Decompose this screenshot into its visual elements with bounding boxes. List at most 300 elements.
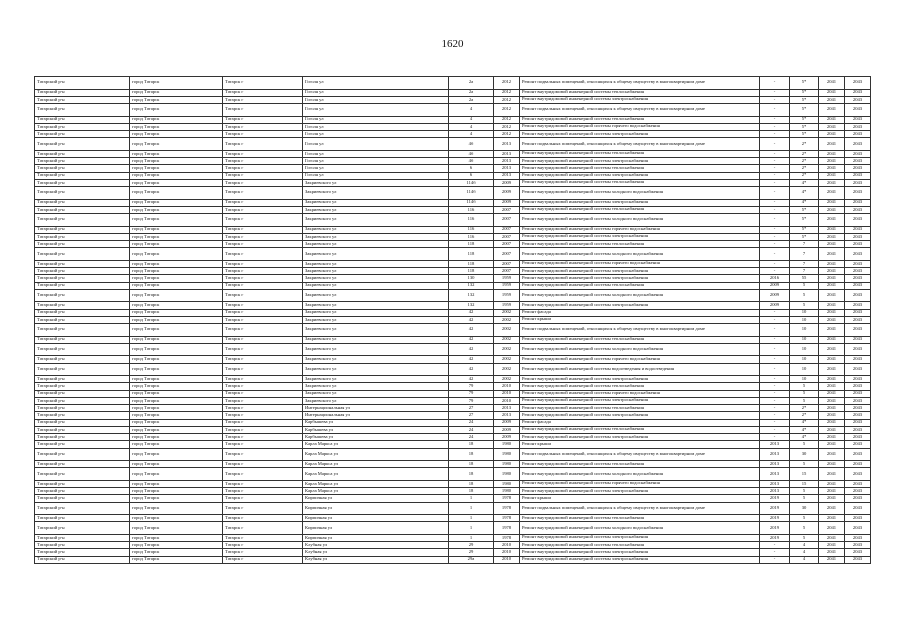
cell-plan-end: 2043 (845, 172, 871, 179)
table-row (35, 179, 871, 186)
cell-plan-start: 2041 (819, 336, 845, 343)
cell-house: 132 (449, 302, 494, 309)
cell-plan-start: 2041 (819, 356, 845, 363)
cell-street: Закриевского ул (303, 316, 449, 323)
cell-street: Карла Маркса ул (303, 480, 449, 487)
cell-plan-start: 2041 (819, 534, 845, 541)
cell-work-type: Ремонт внутридомовой инженерной системы теплоснабжения (520, 383, 760, 390)
cell-last-repair: - (760, 123, 790, 130)
cell-work-type: Ремонт внутридомовой инженерной системы горячего водоснабжения (520, 226, 760, 233)
cell-street: Гоголя ул (303, 172, 449, 179)
cell-last-repair: - (760, 556, 790, 563)
table-row (35, 419, 871, 426)
cell-district: Татарский р-н (35, 397, 130, 404)
table-row (35, 289, 871, 302)
cell-house: 114б (449, 179, 494, 186)
cell-plan-start: 2041 (819, 363, 845, 376)
cell-city: Татарск г (223, 77, 303, 90)
cell-term: 5* (790, 89, 819, 96)
cell-last-repair: - (760, 165, 790, 172)
cell-district: Татарский р-н (35, 468, 130, 481)
cell-municipality: город Татарск (130, 96, 223, 103)
cell-district: Татарский р-н (35, 116, 130, 123)
cell-work-type: Ремонт внутридомовой инженерной системы теплоснабжения (520, 206, 760, 213)
cell-plan-end: 2043 (845, 405, 871, 412)
table-row (35, 434, 871, 441)
cell-street: Гоголя ул (303, 165, 449, 172)
cell-plan-end: 2043 (845, 233, 871, 240)
cell-plan-start: 2041 (819, 412, 845, 419)
cell-plan-start: 2041 (819, 206, 845, 213)
cell-street: Клубная ул (303, 542, 449, 549)
cell-last-repair: - (760, 376, 790, 383)
cell-work-type: Ремонт внутридомовой инженерной системы холодного водоснабжения (520, 214, 760, 227)
cell-work-type: Ремонт внутридомовой инженерной системы электроснабжения (520, 376, 760, 383)
cell-last-repair: - (760, 214, 790, 227)
cell-work-type: Ремонт внутридомовой инженерной системы электроснабжения (520, 131, 760, 138)
table-row (35, 480, 871, 487)
cell-work-type: Ремонт внутридомовой инженерной системы теплоснабжения (520, 426, 760, 433)
cell-street: Кирпичная ул (303, 522, 449, 535)
cell-term: 4 (790, 542, 819, 549)
table-row (35, 316, 871, 323)
cell-municipality: город Татарск (130, 77, 223, 90)
cell-year-built: 2013 (494, 165, 520, 172)
table-row (35, 116, 871, 123)
cell-street: Карла Маркса ул (303, 461, 449, 468)
cell-work-type: Ремонт внутридомовой инженерной системы электроснабжения (520, 302, 760, 309)
table-row (35, 336, 871, 343)
cell-municipality: город Татарск (130, 397, 223, 404)
cell-last-repair: - (760, 397, 790, 404)
table-row (35, 241, 871, 248)
table-row (35, 214, 871, 227)
cell-municipality: город Татарск (130, 448, 223, 461)
cell-district: Татарский р-н (35, 104, 130, 117)
cell-plan-start: 2041 (819, 324, 845, 337)
cell-year-built: 2002 (494, 336, 520, 343)
cell-plan-start: 2041 (819, 241, 845, 248)
cell-work-type: Ремонт внутридомовой инженерной системы теплоснабжения (520, 405, 760, 412)
cell-plan-end: 2043 (845, 275, 871, 282)
cell-city: Татарск г (223, 356, 303, 363)
cell-last-repair: 2019 (760, 534, 790, 541)
cell-house: 116 (449, 233, 494, 240)
cell-city: Татарск г (223, 131, 303, 138)
cell-street: Закриевского ул (303, 324, 449, 337)
cell-plan-end: 2043 (845, 165, 871, 172)
cell-last-repair: - (760, 405, 790, 412)
cell-plan-end: 2043 (845, 343, 871, 356)
cell-district: Татарский р-н (35, 441, 130, 448)
cell-house: 4б (449, 138, 494, 151)
cell-house: 1 (449, 495, 494, 502)
cell-year-built: 2013 (494, 150, 520, 157)
cell-municipality: город Татарск (130, 131, 223, 138)
cell-district: Татарский р-н (35, 515, 130, 522)
cell-plan-start: 2041 (819, 480, 845, 487)
cell-house: 18 (449, 488, 494, 495)
cell-district: Татарский р-н (35, 316, 130, 323)
cell-plan-end: 2043 (845, 260, 871, 267)
cell-street: Гоголя ул (303, 89, 449, 96)
cell-district: Татарский р-н (35, 89, 130, 96)
cell-plan-start: 2041 (819, 233, 845, 240)
table-row (35, 89, 871, 96)
cell-work-type: Ремонт крыши (520, 316, 760, 323)
cell-plan-end: 2043 (845, 248, 871, 261)
cell-work-type: Ремонт внутридомовой инженерной системы холодного водоснабжения (520, 187, 760, 200)
cell-last-repair: - (760, 226, 790, 233)
cell-plan-end: 2043 (845, 179, 871, 186)
cell-work-type: Ремонт внутридомовой инженерной системы горячего водоснабжения (520, 123, 760, 130)
cell-plan-start: 2041 (819, 316, 845, 323)
cell-street: Закриевского ул (303, 241, 449, 248)
cell-house: 118 (449, 260, 494, 267)
cell-plan-end: 2043 (845, 104, 871, 117)
cell-term: 5 (790, 441, 819, 448)
cell-year-built: 2013 (494, 412, 520, 419)
cell-house: 4б (449, 150, 494, 157)
cell-street: Карла Маркса ул (303, 441, 449, 448)
table-row (35, 488, 871, 495)
cell-street: Закриевского ул (303, 187, 449, 200)
cell-street: Гоголя ул (303, 96, 449, 103)
cell-district: Татарский р-н (35, 165, 130, 172)
cell-year-built: 1959 (494, 282, 520, 289)
cell-district: Татарский р-н (35, 488, 130, 495)
cell-term: 4* (790, 199, 819, 206)
cell-district: Татарский р-н (35, 448, 130, 461)
cell-district: Татарский р-н (35, 275, 130, 282)
cell-plan-start: 2041 (819, 405, 845, 412)
cell-plan-end: 2043 (845, 383, 871, 390)
cell-street: Закриевского ул (303, 260, 449, 267)
cell-street: Гоголя ул (303, 131, 449, 138)
cell-plan-end: 2043 (845, 488, 871, 495)
page-number: 1620 (441, 38, 464, 50)
cell-municipality: город Татарск (130, 275, 223, 282)
cell-work-type: Ремонт внутридомовой инженерной системы электроснабжения (520, 199, 760, 206)
cell-plan-end: 2043 (845, 542, 871, 549)
cell-district: Татарский р-н (35, 123, 130, 130)
cell-plan-end: 2043 (845, 434, 871, 441)
cell-plan-start: 2041 (819, 515, 845, 522)
cell-city: Татарск г (223, 488, 303, 495)
cell-last-repair: - (760, 248, 790, 261)
cell-plan-end: 2043 (845, 150, 871, 157)
cell-last-repair: - (760, 542, 790, 549)
cell-plan-end: 2043 (845, 390, 871, 397)
cell-municipality: город Татарск (130, 248, 223, 261)
cell-city: Татарск г (223, 397, 303, 404)
cell-plan-start: 2041 (819, 376, 845, 383)
cell-term: 5* (790, 131, 819, 138)
cell-district: Татарский р-н (35, 282, 130, 289)
cell-year-built: 2009 (494, 434, 520, 441)
cell-plan-end: 2043 (845, 214, 871, 227)
cell-house: 42 (449, 309, 494, 316)
cell-plan-end: 2043 (845, 363, 871, 376)
cell-city: Татарск г (223, 179, 303, 186)
cell-last-repair: - (760, 356, 790, 363)
cell-house: 2а (449, 77, 494, 90)
table-row (35, 522, 871, 535)
cell-house: 130 (449, 275, 494, 282)
cell-municipality: город Татарск (130, 138, 223, 151)
table-row (35, 131, 871, 138)
cell-term: 5 (790, 390, 819, 397)
cell-last-repair: 2009 (760, 289, 790, 302)
cell-term: 5 (790, 282, 819, 289)
table-row (35, 502, 871, 515)
cell-plan-end: 2043 (845, 131, 871, 138)
cell-term: 5 (790, 522, 819, 535)
cell-year-built: 2002 (494, 363, 520, 376)
cell-municipality: город Татарск (130, 336, 223, 343)
cell-year-built: 2012 (494, 89, 520, 96)
cell-house: 18 (449, 461, 494, 468)
cell-year-built: 2007 (494, 248, 520, 261)
cell-house: 2а (449, 96, 494, 103)
cell-term: 2* (790, 138, 819, 151)
cell-term: 4* (790, 419, 819, 426)
cell-last-repair: 2016 (760, 275, 790, 282)
cell-municipality: город Татарск (130, 488, 223, 495)
cell-work-type: Ремонт внутридомовой инженерной системы теплоснабжения (520, 116, 760, 123)
cell-house: 116 (449, 226, 494, 233)
cell-plan-end: 2043 (845, 77, 871, 90)
cell-work-type: Ремонт внутридомовой инженерной системы горячего водоснабжения (520, 356, 760, 363)
cell-plan-end: 2043 (845, 89, 871, 96)
cell-work-type: Ремонт внутридомовой инженерной системы теплоснабжения (520, 461, 760, 468)
cell-city: Татарск г (223, 419, 303, 426)
cell-term: 2* (790, 165, 819, 172)
cell-city: Татарск г (223, 522, 303, 535)
cell-street: Закриевского ул (303, 397, 449, 404)
cell-last-repair: - (760, 336, 790, 343)
cell-street: Клубная ул (303, 556, 449, 563)
cell-last-repair: 2019 (760, 522, 790, 535)
table-row (35, 390, 871, 397)
cell-year-built: 2002 (494, 324, 520, 337)
table-row (35, 123, 871, 130)
cell-year-built: 2012 (494, 123, 520, 130)
cell-house: 116 (449, 206, 494, 213)
cell-year-built: 2009 (494, 426, 520, 433)
cell-last-repair: - (760, 324, 790, 337)
cell-year-built: 1980 (494, 441, 520, 448)
cell-plan-end: 2043 (845, 461, 871, 468)
table-row (35, 165, 871, 172)
cell-house: 6 (449, 165, 494, 172)
table-row (35, 556, 871, 563)
cell-plan-start: 2041 (819, 179, 845, 186)
cell-street: Закриевского ул (303, 390, 449, 397)
cell-plan-start: 2041 (819, 289, 845, 302)
cell-plan-start: 2041 (819, 426, 845, 433)
cell-work-type: Ремонт внутридомовой инженерной системы электроснабжения (520, 534, 760, 541)
cell-house: 114б (449, 199, 494, 206)
cell-last-repair: - (760, 77, 790, 90)
table-row (35, 260, 871, 267)
cell-district: Татарский р-н (35, 383, 130, 390)
cell-street: Кирпичная ул (303, 534, 449, 541)
cell-city: Татарск г (223, 534, 303, 541)
cell-year-built: 1980 (494, 461, 520, 468)
cell-street: Закриевского ул (303, 233, 449, 240)
cell-city: Татарск г (223, 502, 303, 515)
cell-city: Татарск г (223, 158, 303, 165)
cell-municipality: город Татарск (130, 419, 223, 426)
cell-district: Татарский р-н (35, 405, 130, 412)
cell-municipality: город Татарск (130, 158, 223, 165)
cell-year-built: 1980 (494, 480, 520, 487)
cell-municipality: город Татарск (130, 534, 223, 541)
cell-municipality: город Татарск (130, 363, 223, 376)
cell-street: Гоголя ул (303, 116, 449, 123)
cell-plan-start: 2041 (819, 89, 845, 96)
cell-city: Татарск г (223, 172, 303, 179)
cell-district: Татарский р-н (35, 206, 130, 213)
cell-district: Татарский р-н (35, 426, 130, 433)
cell-municipality: город Татарск (130, 376, 223, 383)
cell-plan-start: 2041 (819, 260, 845, 267)
table-row (35, 150, 871, 157)
cell-municipality: город Татарск (130, 282, 223, 289)
cell-term: 4* (790, 434, 819, 441)
table-row (35, 468, 871, 481)
table-row (35, 309, 871, 316)
cell-municipality: город Татарск (130, 383, 223, 390)
cell-term: 55 (790, 275, 819, 282)
cell-municipality: город Татарск (130, 179, 223, 186)
cell-term: 5 (790, 515, 819, 522)
cell-house: 42 (449, 324, 494, 337)
cell-municipality: город Татарск (130, 172, 223, 179)
cell-district: Татарский р-н (35, 343, 130, 356)
cell-municipality: город Татарск (130, 116, 223, 123)
cell-work-type: Ремонт внутридомовой инженерной системы горячего водоснабжения (520, 390, 760, 397)
cell-term: 7 (790, 241, 819, 248)
cell-last-repair: 2009 (760, 302, 790, 309)
table-row (35, 534, 871, 541)
cell-city: Татарск г (223, 89, 303, 96)
cell-city: Татарск г (223, 226, 303, 233)
cell-plan-end: 2043 (845, 302, 871, 309)
cell-year-built: 2010 (494, 556, 520, 563)
cell-city: Татарск г (223, 282, 303, 289)
cell-plan-end: 2043 (845, 116, 871, 123)
cell-term: 10 (790, 356, 819, 363)
cell-year-built: 2007 (494, 241, 520, 248)
cell-work-type: Ремонт внутридомовой инженерной системы электроснабжения (520, 233, 760, 240)
cell-plan-end: 2043 (845, 282, 871, 289)
cell-house: 29 (449, 549, 494, 556)
cell-plan-end: 2043 (845, 549, 871, 556)
cell-plan-end: 2043 (845, 412, 871, 419)
cell-municipality: город Татарск (130, 468, 223, 481)
cell-last-repair: 2019 (760, 515, 790, 522)
cell-term: 30 (790, 448, 819, 461)
cell-term: 2* (790, 158, 819, 165)
cell-street: Закриевского ул (303, 376, 449, 383)
cell-term: 2* (790, 172, 819, 179)
cell-work-type: Ремонт внутридомовой инженерной системы электроснабжения (520, 275, 760, 282)
cell-district: Татарский р-н (35, 233, 130, 240)
cell-city: Татарск г (223, 556, 303, 563)
cell-year-built: 1959 (494, 275, 520, 282)
cell-street: Карла Маркса ул (303, 488, 449, 495)
cell-municipality: город Татарск (130, 324, 223, 337)
table-row (35, 405, 871, 412)
cell-district: Татарский р-н (35, 241, 130, 248)
cell-municipality: город Татарск (130, 226, 223, 233)
cell-plan-end: 2043 (845, 324, 871, 337)
cell-district: Татарский р-н (35, 260, 130, 267)
cell-district: Татарский р-н (35, 172, 130, 179)
cell-plan-start: 2041 (819, 419, 845, 426)
table-row (35, 138, 871, 151)
table-row (35, 515, 871, 522)
cell-street: Закриевского ул (303, 282, 449, 289)
cell-municipality: город Татарск (130, 549, 223, 556)
table-row (35, 376, 871, 383)
cell-work-type: Ремонт внутридомовой инженерной системы холодного водоснабжения (520, 343, 760, 356)
cell-district: Татарский р-н (35, 289, 130, 302)
cell-district: Татарский р-н (35, 534, 130, 541)
cell-last-repair: - (760, 206, 790, 213)
cell-last-repair: - (760, 412, 790, 419)
cell-term: 10 (790, 309, 819, 316)
cell-plan-end: 2043 (845, 226, 871, 233)
cell-plan-start: 2041 (819, 549, 845, 556)
cell-house: 42 (449, 343, 494, 356)
cell-work-type: Ремонт подвальных помещений, относящихся к общему имуществу в многоквартирном доме (520, 448, 760, 461)
cell-last-repair: - (760, 179, 790, 186)
cell-last-repair: - (760, 390, 790, 397)
cell-street: Карбышева ул (303, 419, 449, 426)
cell-street: Карбышева ул (303, 426, 449, 433)
cell-street: Гоголя ул (303, 138, 449, 151)
cell-district: Татарский р-н (35, 324, 130, 337)
cell-year-built: 2013 (494, 138, 520, 151)
cell-term: 5 (790, 488, 819, 495)
cell-last-repair: - (760, 549, 790, 556)
table-row (35, 282, 871, 289)
cell-district: Татарский р-н (35, 187, 130, 200)
cell-plan-start: 2041 (819, 96, 845, 103)
cell-city: Татарск г (223, 138, 303, 151)
cell-plan-start: 2041 (819, 226, 845, 233)
cell-district: Татарский р-н (35, 461, 130, 468)
table-row (35, 397, 871, 404)
cell-year-built: 2013 (494, 405, 520, 412)
cell-last-repair: - (760, 268, 790, 275)
cell-street: Закриевского ул (303, 363, 449, 376)
cell-year-built: 1980 (494, 468, 520, 481)
cell-plan-start: 2041 (819, 104, 845, 117)
cell-house: 4б (449, 158, 494, 165)
cell-city: Татарск г (223, 376, 303, 383)
cell-municipality: город Татарск (130, 89, 223, 96)
cell-plan-start: 2041 (819, 461, 845, 468)
cell-year-built: 2010 (494, 390, 520, 397)
cell-plan-end: 2043 (845, 376, 871, 383)
cell-city: Татарск г (223, 461, 303, 468)
cell-last-repair: 2009 (760, 282, 790, 289)
cell-city: Татарск г (223, 363, 303, 376)
